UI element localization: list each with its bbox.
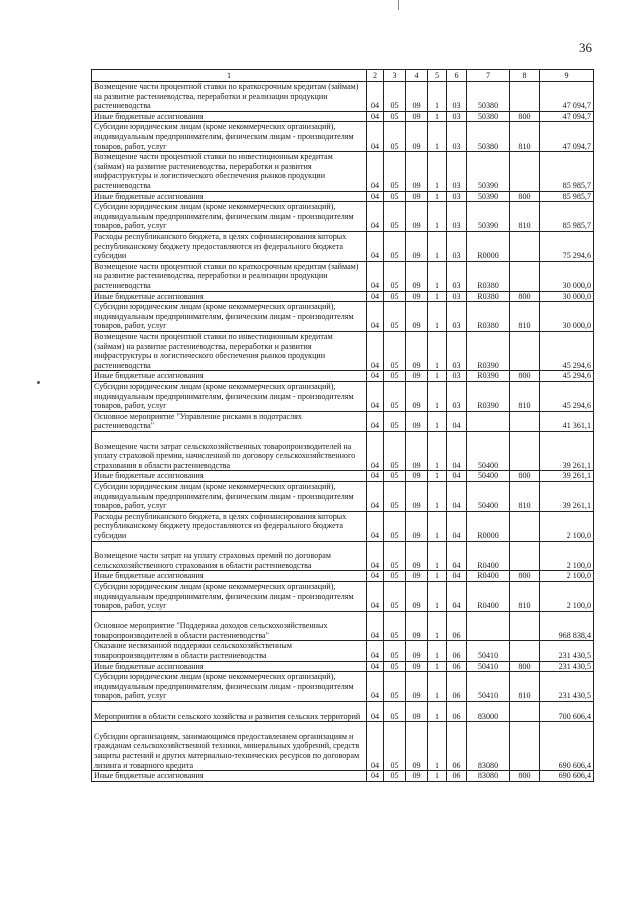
item-name: Иные бюджетные ассигнования: [92, 111, 367, 122]
expense-type: 810: [510, 302, 540, 332]
code-program: 09: [406, 661, 428, 672]
code-event: 04: [447, 581, 467, 611]
header-row: [92, 70, 594, 82]
code-section: 04: [367, 722, 384, 771]
code-program: 09: [406, 511, 428, 541]
code-subprogram: 1: [428, 331, 447, 370]
code-direction: 50410: [467, 661, 510, 672]
expense-type: 800: [510, 661, 540, 672]
code-direction: R0000: [467, 511, 510, 541]
item-name: Субсидии юридическим лицам (кроме некоммерческих организаций), индивидуальным предпринимателям, физическим лицам - производителям товаров, работ, услуг: [92, 302, 367, 332]
code-section: 04: [367, 381, 384, 411]
code-subprogram: 1: [428, 381, 447, 411]
table-row: [92, 431, 594, 470]
item-name: Оказание несвязанной поддержки сельскохозяйственным товаропроизводителям в области растениеводства: [92, 641, 367, 661]
table-row: [92, 541, 594, 571]
code-subprogram: 1: [428, 641, 447, 661]
table-row: [92, 722, 594, 771]
code-section: 04: [367, 291, 384, 302]
expense-type: 810: [510, 381, 540, 411]
code-direction: 50410: [467, 672, 510, 702]
code-section: 04: [367, 541, 384, 571]
amount: 690 606,4: [540, 722, 594, 771]
item-name: Основное мероприятие "Поддержка доходов сельскохозяйственных товаропроизводителей в области растениеводства": [92, 611, 367, 641]
table-row: [92, 471, 594, 482]
code-event: 03: [447, 302, 467, 332]
amount: 231 430,5: [540, 661, 594, 672]
table-row: [92, 191, 594, 202]
item-name: Возмещение части процентной ставки по краткосрочным кредитам (займам) на развитие растениеводства, переработки и реализации продукции растениеводства: [92, 261, 367, 291]
item-name: Возмещение части затрат сельскохозяйственных товаропроизводителей на уплату страховой премии, начисленной по договору сельскохозяйственного страхования в области растениеводства: [92, 431, 367, 470]
code-subsection: 05: [384, 471, 406, 482]
code-subsection: 05: [384, 381, 406, 411]
item-name: Расходы республиканского бюджета, в целях софинансирования которых республиканскому бюджету предоставляются из федерального бюджета субсидии: [92, 231, 367, 261]
code-program: 09: [406, 291, 428, 302]
code-event: 06: [447, 672, 467, 702]
code-program: 09: [406, 82, 428, 112]
code-subsection: 05: [384, 611, 406, 641]
page-number: 36: [579, 40, 592, 55]
code-subsection: 05: [384, 672, 406, 702]
code-subprogram: 1: [428, 722, 447, 771]
code-direction: R0400: [467, 571, 510, 582]
code-event: 03: [447, 371, 467, 382]
code-subprogram: 1: [428, 302, 447, 332]
code-section: 04: [367, 261, 384, 291]
code-event: 04: [447, 411, 467, 431]
code-event: 04: [447, 481, 467, 511]
code-program: 09: [406, 191, 428, 202]
code-direction: R0000: [467, 231, 510, 261]
item-name: Расходы республиканского бюджета, в целях софинансирования которых республиканскому бюджету предоставляются из федерального бюджета субсидии: [92, 511, 367, 541]
code-section: 04: [367, 431, 384, 470]
code-section: 04: [367, 672, 384, 702]
code-subsection: 05: [384, 191, 406, 202]
code-section: 04: [367, 82, 384, 112]
code-program: 09: [406, 541, 428, 571]
expense-type: [510, 331, 540, 370]
table-row: [92, 202, 594, 232]
code-subsection: 05: [384, 82, 406, 112]
code-event: 03: [447, 331, 467, 370]
amount: 968 838,4: [540, 611, 594, 641]
code-direction: R0400: [467, 541, 510, 571]
code-event: 03: [447, 122, 467, 152]
expense-type: [510, 511, 540, 541]
expense-type: 810: [510, 122, 540, 152]
code-section: 04: [367, 611, 384, 641]
table-row: [92, 571, 594, 582]
item-name: Иные бюджетные ассигнования: [92, 661, 367, 672]
budget-table: [91, 69, 594, 782]
code-program: 09: [406, 641, 428, 661]
code-subsection: 05: [384, 702, 406, 722]
table-row: [92, 371, 594, 382]
code-event: 04: [447, 541, 467, 571]
code-program: 09: [406, 481, 428, 511]
code-direction: 50390: [467, 202, 510, 232]
code-event: 03: [447, 291, 467, 302]
amount: 47 094,7: [540, 122, 594, 152]
amount: 85 985,7: [540, 152, 594, 191]
table-row: [92, 672, 594, 702]
code-event: 04: [447, 571, 467, 582]
code-direction: R0390: [467, 371, 510, 382]
code-section: 04: [367, 331, 384, 370]
header-cell: 5: [428, 70, 447, 82]
item-name: Мероприятия в области сельского хозяйства и развития сельских территорий: [92, 702, 367, 722]
code-program: 09: [406, 611, 428, 641]
expense-type: [510, 611, 540, 641]
code-subprogram: 1: [428, 291, 447, 302]
code-subsection: 05: [384, 571, 406, 582]
item-name: Субсидии юридическим лицам (кроме некоммерческих организаций), индивидуальным предпринимателям, физическим лицам - производителям товаров, работ, услуг: [92, 672, 367, 702]
code-subprogram: 1: [428, 202, 447, 232]
amount: 231 430,5: [540, 641, 594, 661]
code-program: 09: [406, 371, 428, 382]
code-subsection: 05: [384, 371, 406, 382]
expense-type: [510, 431, 540, 470]
header-cell: 8: [510, 70, 540, 82]
code-subprogram: 1: [428, 191, 447, 202]
code-program: 09: [406, 202, 428, 232]
expense-type: 800: [510, 191, 540, 202]
expense-type: 810: [510, 202, 540, 232]
code-direction: 50390: [467, 152, 510, 191]
expense-type: [510, 82, 540, 112]
code-program: 09: [406, 231, 428, 261]
code-section: 04: [367, 111, 384, 122]
table-row: [92, 581, 594, 611]
expense-type: [510, 261, 540, 291]
code-direction: R0400: [467, 581, 510, 611]
expense-type: [510, 231, 540, 261]
table-row: [92, 411, 594, 431]
code-program: 09: [406, 411, 428, 431]
table-row: [92, 511, 594, 541]
item-name: Иные бюджетные ассигнования: [92, 291, 367, 302]
code-direction: R0380: [467, 302, 510, 332]
amount: 45 294,6: [540, 331, 594, 370]
code-subprogram: 1: [428, 261, 447, 291]
code-section: 04: [367, 471, 384, 482]
code-direction: [467, 611, 510, 641]
code-event: 06: [447, 661, 467, 672]
amount: 85 985,7: [540, 202, 594, 232]
code-subprogram: 1: [428, 541, 447, 571]
expense-type: 800: [510, 111, 540, 122]
item-name: Субсидии юридическим лицам (кроме некоммерческих организаций), индивидуальным предпринимателям, физическим лицам - производителям товаров, работ, услуг: [92, 381, 367, 411]
code-subsection: 05: [384, 722, 406, 771]
table-row: [92, 481, 594, 511]
code-direction: R0390: [467, 331, 510, 370]
code-section: 04: [367, 191, 384, 202]
code-direction: 50380: [467, 122, 510, 152]
table-row: [92, 702, 594, 722]
expense-type: 810: [510, 481, 540, 511]
code-subsection: 05: [384, 261, 406, 291]
expense-type: 800: [510, 771, 540, 782]
code-program: 09: [406, 581, 428, 611]
expense-type: 800: [510, 571, 540, 582]
header-cell: 9: [540, 70, 594, 82]
table-row: [92, 111, 594, 122]
amount: 39 261,1: [540, 471, 594, 482]
amount: 41 361,1: [540, 411, 594, 431]
code-subprogram: 1: [428, 611, 447, 641]
code-section: 04: [367, 202, 384, 232]
code-event: 03: [447, 202, 467, 232]
code-direction: R0390: [467, 381, 510, 411]
code-direction: 83000: [467, 702, 510, 722]
code-direction: 83080: [467, 771, 510, 782]
code-program: 09: [406, 331, 428, 370]
code-program: 09: [406, 111, 428, 122]
scan-dot: [37, 381, 40, 384]
item-name: Основное мероприятие "Управление рисками в подотраслях растениеводства": [92, 411, 367, 431]
amount: 30 000,0: [540, 291, 594, 302]
item-name: Иные бюджетные ассигнования: [92, 771, 367, 782]
header-cell: 7: [467, 70, 510, 82]
code-subsection: 05: [384, 431, 406, 470]
expense-type: 800: [510, 291, 540, 302]
code-event: 06: [447, 641, 467, 661]
table-row: [92, 122, 594, 152]
table-row: [92, 641, 594, 661]
code-subprogram: 1: [428, 231, 447, 261]
table-row: [92, 381, 594, 411]
table-row: [92, 82, 594, 112]
code-subsection: 05: [384, 331, 406, 370]
item-name: Субсидии организациям, занимающимся предоставлением организациям и гражданам сельскохозяйственной техники, минеральных удобрений, средств защиты растений и других материально-технических ресурсов по договорам лизинга и товарного кредита: [92, 722, 367, 771]
table-row: [92, 291, 594, 302]
code-subprogram: 1: [428, 152, 447, 191]
table-row: [92, 611, 594, 641]
code-section: 04: [367, 641, 384, 661]
code-subsection: 05: [384, 302, 406, 332]
expense-type: [510, 152, 540, 191]
amount: 2 100,0: [540, 511, 594, 541]
code-direction: 50410: [467, 641, 510, 661]
code-event: 03: [447, 82, 467, 112]
code-event: 03: [447, 191, 467, 202]
expense-type: 810: [510, 672, 540, 702]
code-subsection: 05: [384, 661, 406, 672]
item-name: Возмещение части процентной ставки по инвестиционным кредитам (займам) на развитие растениеводства, переработки и развития инфраструктуры и логистического обеспечения рынков продукции растениеводства: [92, 152, 367, 191]
code-direction: 50400: [467, 431, 510, 470]
code-event: 04: [447, 511, 467, 541]
code-subsection: 05: [384, 122, 406, 152]
code-program: 09: [406, 302, 428, 332]
code-direction: [467, 411, 510, 431]
table-body: [92, 82, 594, 782]
code-program: 09: [406, 152, 428, 191]
amount: 47 094,7: [540, 111, 594, 122]
code-program: 09: [406, 571, 428, 582]
header-cell: 1: [92, 70, 367, 82]
scan-mark: [398, 0, 399, 10]
item-name: Возмещение части затрат на уплату страховых премий по договорам сельскохозяйственного страхования в области растениеводства: [92, 541, 367, 571]
amount: 39 261,1: [540, 431, 594, 470]
code-subprogram: 1: [428, 411, 447, 431]
code-event: 03: [447, 152, 467, 191]
amount: 75 294,6: [540, 231, 594, 261]
expense-type: [510, 722, 540, 771]
code-subprogram: 1: [428, 371, 447, 382]
code-event: 06: [447, 722, 467, 771]
code-subprogram: 1: [428, 771, 447, 782]
code-section: 04: [367, 771, 384, 782]
expense-type: 800: [510, 471, 540, 482]
code-program: 09: [406, 702, 428, 722]
table-row: [92, 331, 594, 370]
expense-type: [510, 702, 540, 722]
code-event: 06: [447, 702, 467, 722]
item-name: Иные бюджетные ассигнования: [92, 571, 367, 582]
code-subprogram: 1: [428, 581, 447, 611]
code-event: 06: [447, 611, 467, 641]
expense-type: [510, 541, 540, 571]
code-event: 03: [447, 231, 467, 261]
code-subprogram: 1: [428, 672, 447, 702]
item-name: Иные бюджетные ассигнования: [92, 191, 367, 202]
amount: 690 606,4: [540, 771, 594, 782]
item-name: Возмещение части процентной ставки по инвестиционным кредитам (займам) на развитие растениеводства, переработки и развития инфраструктуры и логистического обеспечения рынков продукции растениеводства: [92, 331, 367, 370]
code-subprogram: 1: [428, 431, 447, 470]
amount: 39 261,1: [540, 481, 594, 511]
code-section: 04: [367, 122, 384, 152]
expense-type: [510, 411, 540, 431]
code-event: 04: [447, 471, 467, 482]
code-section: 04: [367, 302, 384, 332]
code-section: 04: [367, 511, 384, 541]
code-subsection: 05: [384, 581, 406, 611]
code-subsection: 05: [384, 291, 406, 302]
code-section: 04: [367, 581, 384, 611]
code-section: 04: [367, 152, 384, 191]
code-program: 09: [406, 471, 428, 482]
code-section: 04: [367, 571, 384, 582]
amount: 2 100,0: [540, 571, 594, 582]
amount: 2 100,0: [540, 581, 594, 611]
code-subsection: 05: [384, 511, 406, 541]
code-subsection: 05: [384, 231, 406, 261]
code-event: 03: [447, 111, 467, 122]
code-event: 06: [447, 771, 467, 782]
code-subprogram: 1: [428, 661, 447, 672]
expense-type: 810: [510, 581, 540, 611]
code-subsection: 05: [384, 481, 406, 511]
code-program: 09: [406, 261, 428, 291]
code-subprogram: 1: [428, 511, 447, 541]
table-row: [92, 261, 594, 291]
item-name: Субсидии юридическим лицам (кроме некоммерческих организаций), индивидуальным предпринимателям, физическим лицам - производителям товаров, работ, услуг: [92, 481, 367, 511]
item-name: Иные бюджетные ассигнования: [92, 471, 367, 482]
amount: 30 000,0: [540, 302, 594, 332]
code-direction: 50390: [467, 191, 510, 202]
code-subprogram: 1: [428, 111, 447, 122]
code-program: 09: [406, 771, 428, 782]
code-subsection: 05: [384, 771, 406, 782]
item-name: Возмещение части процентной ставки по краткосрочным кредитам (займам) на развитие растениеводства, переработки и реализации продукции растениеводства: [92, 82, 367, 112]
code-subprogram: 1: [428, 481, 447, 511]
code-program: 09: [406, 722, 428, 771]
code-direction: R0380: [467, 291, 510, 302]
table-row: [92, 771, 594, 782]
code-subprogram: 1: [428, 702, 447, 722]
item-name: Субсидии юридическим лицам (кроме некоммерческих организаций), индивидуальным предпринимателям, физическим лицам - производителям товаров, работ, услуг: [92, 581, 367, 611]
code-section: 04: [367, 231, 384, 261]
code-subsection: 05: [384, 152, 406, 191]
code-subsection: 05: [384, 111, 406, 122]
code-section: 04: [367, 371, 384, 382]
code-subsection: 05: [384, 641, 406, 661]
code-direction: R0380: [467, 261, 510, 291]
amount: 2 100,0: [540, 541, 594, 571]
item-name: Субсидии юридическим лицам (кроме некоммерческих организаций), индивидуальным предпринимателям, физическим лицам - производителям товаров, работ, услуг: [92, 122, 367, 152]
amount: 85 985,7: [540, 191, 594, 202]
code-program: 09: [406, 672, 428, 702]
code-subsection: 05: [384, 202, 406, 232]
expense-type: 800: [510, 371, 540, 382]
table-row: [92, 152, 594, 191]
code-section: 04: [367, 702, 384, 722]
header-cell: 2: [367, 70, 384, 82]
code-subprogram: 1: [428, 471, 447, 482]
amount: 231 430,5: [540, 672, 594, 702]
expense-type: [510, 641, 540, 661]
code-direction: 50380: [467, 111, 510, 122]
code-section: 04: [367, 481, 384, 511]
amount: 700 606,4: [540, 702, 594, 722]
item-name: Субсидии юридическим лицам (кроме некоммерческих организаций), индивидуальным предпринимателям, физическим лицам - производителям товаров, работ, услуг: [92, 202, 367, 232]
table-row: [92, 661, 594, 672]
code-program: 09: [406, 381, 428, 411]
item-name: Иные бюджетные ассигнования: [92, 371, 367, 382]
table-row: [92, 302, 594, 332]
code-event: 03: [447, 381, 467, 411]
amount: 47 094,7: [540, 82, 594, 112]
code-section: 04: [367, 411, 384, 431]
header-cell: 3: [384, 70, 406, 82]
code-subprogram: 1: [428, 82, 447, 112]
code-direction: 50400: [467, 481, 510, 511]
header-cell: 4: [406, 70, 428, 82]
code-program: 09: [406, 431, 428, 470]
code-direction: 50400: [467, 471, 510, 482]
code-subsection: 05: [384, 411, 406, 431]
code-direction: 83080: [467, 722, 510, 771]
code-direction: 50380: [467, 82, 510, 112]
code-subprogram: 1: [428, 122, 447, 152]
amount: 45 294,6: [540, 381, 594, 411]
amount: 30 000,0: [540, 261, 594, 291]
code-section: 04: [367, 661, 384, 672]
code-subprogram: 1: [428, 571, 447, 582]
amount: 45 294,6: [540, 371, 594, 382]
code-event: 03: [447, 261, 467, 291]
code-subsection: 05: [384, 541, 406, 571]
code-event: 04: [447, 431, 467, 470]
header-cell: 6: [447, 70, 467, 82]
table-row: [92, 231, 594, 261]
code-program: 09: [406, 122, 428, 152]
